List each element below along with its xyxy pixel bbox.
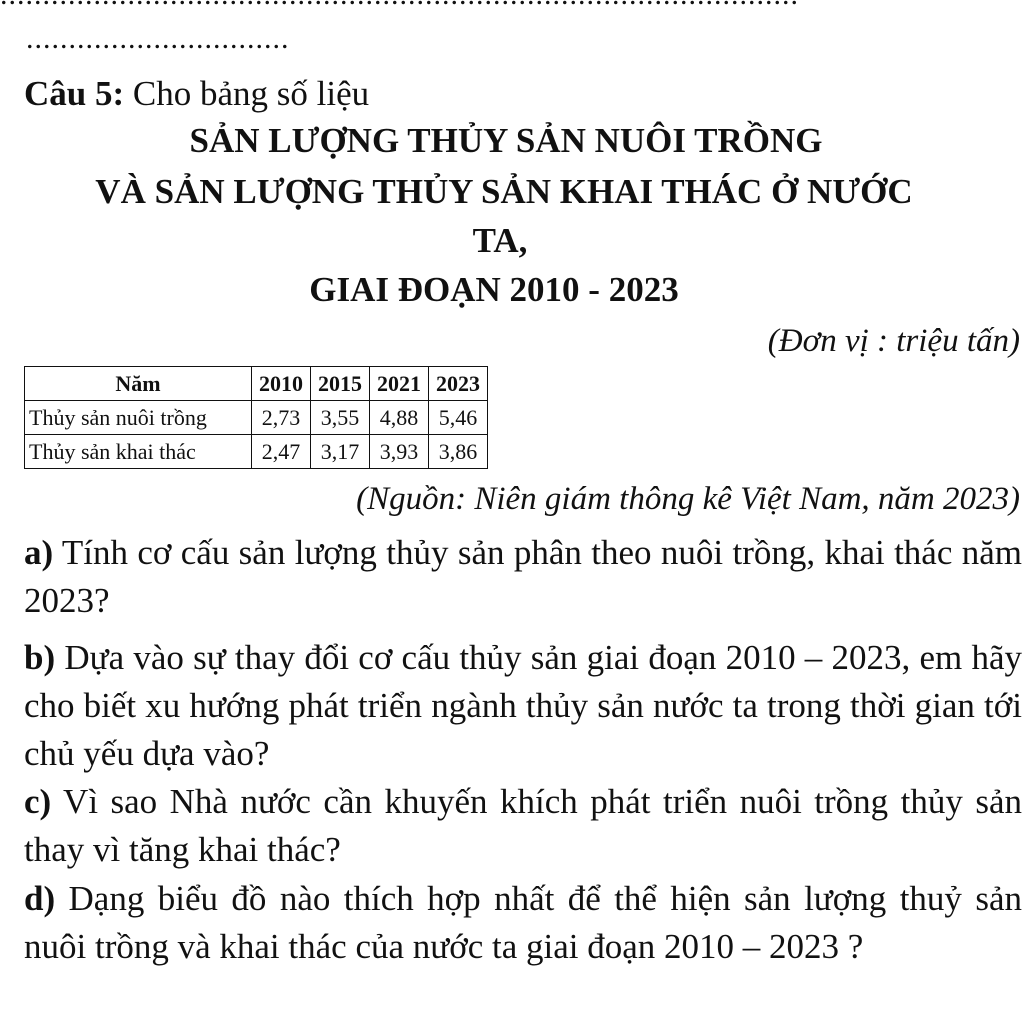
table-cell: 2,47 [252,435,311,469]
question-intro: Cho bảng số liệu [132,74,370,113]
table-header-row [25,367,488,401]
data-table [24,366,488,469]
part-label: c) [24,782,52,821]
dotted-answer-line [0,0,1024,10]
part-label: a) [24,533,54,572]
header-year: 2015 [311,367,370,401]
part-label: b) [24,638,56,677]
table-cell: 3,93 [370,435,429,469]
part-text: Tính cơ cấu sản lượng thủy sản phân theo nuôi trồng, khai thác năm 2023? [24,533,1022,620]
part-text: Dựa vào sự thay đổi cơ cấu thủy sản giai đoạn 2010 – 2023, em hãy cho biết xu hướng phát triển ngành thủy sản nước ta trong thời gian tới chủ yếu dựa vào? [24,638,1022,773]
header-year: 2023 [429,367,488,401]
header-year: 2010 [252,367,311,401]
table-title-line-4: GIAI ĐOẠN 2010 - 2023 [309,270,679,309]
table-cell: 3,17 [311,435,370,469]
dotted-answer-line-short: ............................... [26,24,290,54]
table-cell: 4,88 [370,401,429,435]
question-part-d [24,875,1022,971]
question-part-a [24,529,1022,625]
row-label: Thủy sản nuôi trồng [25,401,252,435]
table-cell: 2,73 [252,401,311,435]
table-row [25,401,488,435]
table-title-line-3: TA, [472,221,528,260]
part-text: Dạng biểu đồ nào thích hợp nhất để thể hiện sản lượng thuỷ sản nuôi trồng và khai thác của nước ta giai đoạn 2010 – 2023 ? [24,879,1022,966]
question-number: Câu 5: [24,74,125,113]
unit-note: (Đơn vị : triệu tấn) [767,323,1020,359]
header-year: 2021 [370,367,429,401]
table-title-line-2: VÀ SẢN LƯỢNG THỦY SẢN KHAI THÁC Ở NƯỚC [95,172,913,211]
table-title-line-1: SẢN LƯỢNG THỦY SẢN NUÔI TRỒNG [189,121,823,160]
table-cell: 5,46 [429,401,488,435]
table-cell: 3,55 [311,401,370,435]
question-heading [24,72,369,116]
part-text: Vì sao Nhà nước cần khuyến khích phát triển nuôi trồng thủy sản thay vì tăng khai thác? [24,782,1022,869]
table-row [25,435,488,469]
table-cell: 3,86 [429,435,488,469]
question-part-c [24,778,1022,874]
row-label: Thủy sản khai thác [25,435,252,469]
question-part-b [24,634,1022,778]
part-label: d) [24,879,56,918]
header-year-label: Năm [25,367,252,401]
source-note: (Nguồn: Niên giám thông kê Việt Nam, năm 2023) [356,481,1020,517]
